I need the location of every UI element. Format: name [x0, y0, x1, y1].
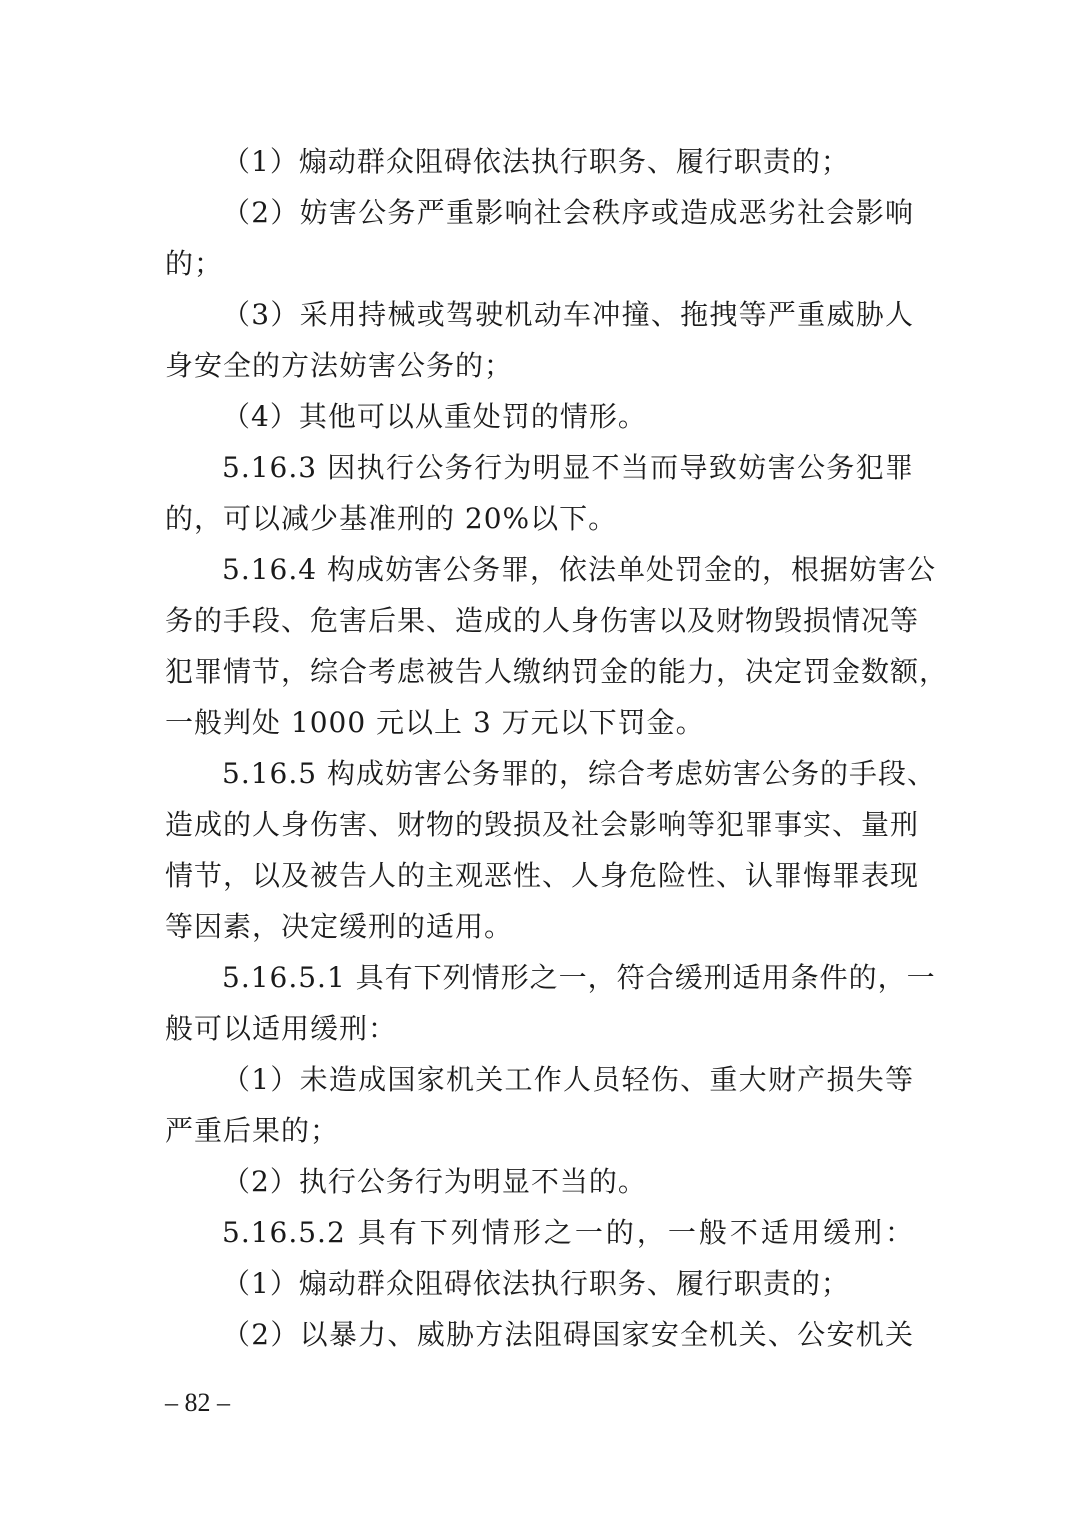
page-number: – 82 – — [165, 1388, 230, 1417]
text-line: 务的手段、危害后果、造成的人身伤害以及财物毁损情况等 — [165, 604, 920, 637]
text-line: 等因素，决定缓刑的适用。 — [165, 910, 514, 943]
text-line: 的； — [165, 247, 224, 280]
text-line: （2）妨害公务严重影响社会秩序或造成恶劣社会影响 — [222, 196, 914, 229]
text-line: 情节，以及被告人的主观恶性、人身危险性、认罪悔罪表现 — [165, 859, 920, 892]
text-line: 5.16.4 构成妨害公务罪，依法单处罚金的，根据妨害公 — [222, 553, 936, 586]
text-line: 般可以适用缓刑： — [165, 1012, 398, 1045]
text-line: 5.16.5.2 具有下列情形之一的，一般不适用缓刑： — [222, 1216, 914, 1249]
text-line: （1）未造成国家机关工作人员轻伤、重大财产损失等 — [222, 1063, 914, 1096]
text-line: （2）以暴力、威胁方法阻碍国家安全机关、公安机关 — [222, 1318, 914, 1351]
text-line: 身安全的方法妨害公务的； — [165, 349, 514, 382]
text-line: 的，可以减少基准刑的 20%以下。 — [165, 502, 618, 535]
text-line: （2）执行公务行为明显不当的。 — [222, 1165, 647, 1198]
text-line: 5.16.3 因执行公务行为明显不当而导致妨害公务犯罪 — [222, 451, 914, 484]
text-line: （4）其他可以从重处罚的情形。 — [222, 400, 647, 433]
text-line: 5.16.5 构成妨害公务罪的，综合考虑妨害公务的手段、 — [222, 757, 936, 790]
text-line: （1）煽动群众阻碍依法执行职务、履行职责的； — [222, 145, 850, 178]
text-line: 一般判处 1000 元以上 3 万元以下罚金。 — [165, 706, 705, 739]
text-line: 造成的人身伤害、财物的毁损及社会影响等犯罪事实、量刑 — [165, 808, 920, 841]
text-line: 犯罪情节，综合考虑被告人缴纳罚金的能力，决定罚金数额， — [165, 655, 949, 688]
text-line: （3）采用持械或驾驶机动车冲撞、拖拽等严重威胁人 — [222, 298, 914, 331]
text-line: （1）煽动群众阻碍依法执行职务、履行职责的； — [222, 1267, 850, 1300]
text-line: 5.16.5.1 具有下列情形之一，符合缓刑适用条件的，一 — [222, 961, 936, 994]
text-line: 严重后果的； — [165, 1114, 340, 1147]
